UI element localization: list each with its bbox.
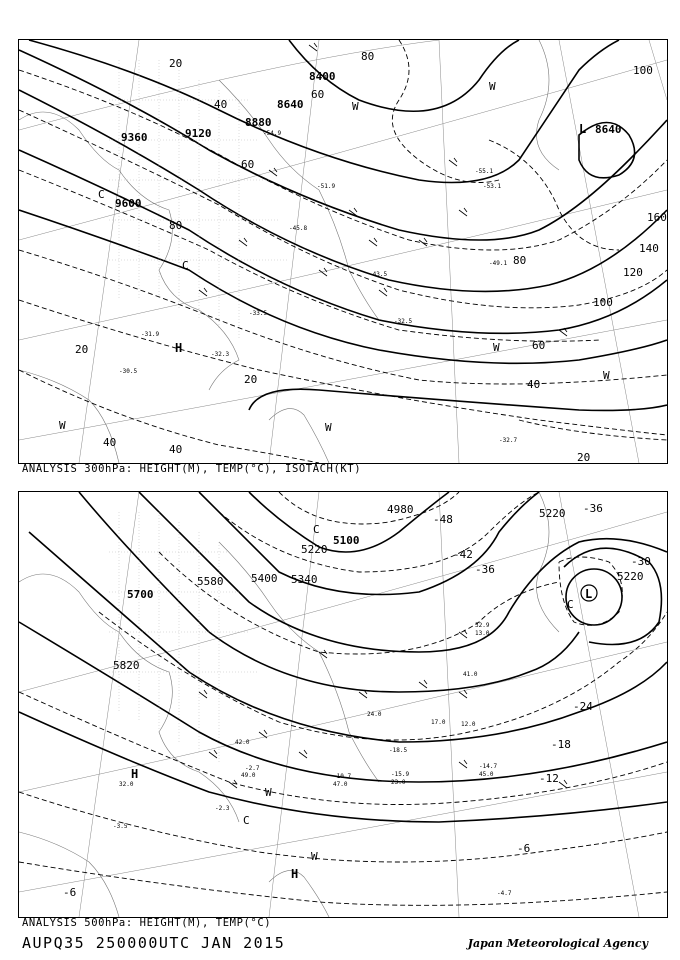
- hatch: [109, 512, 259, 762]
- station-value: 12.0: [461, 721, 476, 728]
- isotach-label: 80: [513, 254, 527, 267]
- station-value: -49.1: [489, 260, 508, 267]
- cold-center: C: [98, 188, 105, 201]
- isotach-label: 80: [361, 50, 375, 63]
- isotach-label: 100: [633, 64, 653, 77]
- station-value: -30.5: [119, 368, 138, 375]
- cold-center: C: [182, 259, 189, 272]
- temperature-lines: [19, 492, 667, 905]
- height-label: 5220: [617, 570, 644, 583]
- station-value: 24.0: [367, 711, 382, 718]
- map-300hpa-caption: ANALYSIS 300hPa: HEIGHT(M), TEMP(°C), ISOTACH(KT): [22, 463, 362, 475]
- temp-label: -12: [539, 772, 559, 785]
- station-value: -14.7: [479, 763, 498, 770]
- warm-center: W: [59, 419, 66, 432]
- height-label: 5220: [539, 507, 566, 520]
- height-label: 4980: [387, 503, 414, 516]
- station-value: 23.0: [391, 779, 406, 786]
- height-label: 8400: [309, 70, 336, 83]
- isotach-label: 140: [639, 242, 659, 255]
- map-500hpa-caption: ANALYSIS 500hPa: HEIGHT(M), TEMP(°C): [22, 917, 272, 929]
- height-label: 5700: [127, 588, 154, 601]
- warm-center: W: [325, 421, 332, 434]
- height-contours: [19, 40, 667, 410]
- isotach-label: 40: [169, 443, 183, 456]
- cold-center: C: [243, 814, 250, 827]
- wind-barbs: [199, 43, 567, 336]
- map-500hpa-panel: [18, 491, 668, 918]
- height-label: 5820: [113, 659, 140, 672]
- low-center: L: [579, 122, 587, 136]
- station-value: -33.5: [249, 310, 268, 317]
- height-label: 8640: [595, 123, 622, 136]
- isotach-label: 40: [214, 98, 228, 111]
- isotach-label: 20: [577, 451, 591, 463]
- station-value: -4.7: [497, 890, 512, 897]
- station-value: -15.9: [391, 771, 410, 778]
- station-value: 45.0: [479, 771, 494, 778]
- station-value: -55.1: [475, 168, 494, 175]
- isotach-lines: [19, 40, 667, 463]
- temp-label: -42: [453, 548, 473, 561]
- station-value: 17.0: [431, 719, 446, 726]
- chart-code: AUPQ35 250000UTC JAN 2015: [22, 934, 286, 952]
- height-label: 8640: [277, 98, 304, 111]
- high-center: H: [291, 867, 299, 881]
- warm-center: W: [603, 369, 610, 382]
- station-value: 49.0: [241, 772, 256, 779]
- height-label: 5220: [301, 543, 328, 556]
- isotach-label: 20: [244, 373, 258, 386]
- map-300hpa: [19, 40, 667, 463]
- cold-center: C: [313, 523, 320, 536]
- low-center: L: [585, 587, 593, 601]
- isotach-labels: [75, 50, 667, 463]
- temp-label: -36: [475, 563, 495, 576]
- height-label: 9360: [121, 131, 148, 144]
- warm-center: W: [493, 341, 500, 354]
- station-value: 41.0: [463, 671, 478, 678]
- station-value: -3.5: [113, 823, 128, 830]
- station-value: -54.9: [263, 130, 282, 137]
- high-center: H: [175, 341, 183, 355]
- height-label: 9600: [115, 197, 142, 210]
- isotach-label: 80: [169, 219, 183, 232]
- warm-center: W: [265, 786, 272, 799]
- high-center: H: [131, 767, 139, 781]
- isotach-label: 160: [647, 211, 667, 224]
- temp-label: -30: [631, 555, 651, 568]
- isotach-label: 120: [623, 266, 643, 279]
- isotach-label: 40: [527, 378, 541, 391]
- map-500hpa: [19, 492, 667, 917]
- station-value: 32.0: [119, 781, 134, 788]
- map-300hpa-panel: [18, 39, 668, 464]
- height-label: 9120: [185, 127, 212, 140]
- station-value: 13.0: [475, 630, 490, 637]
- warm-center: W: [489, 80, 496, 93]
- station-value: -51.9: [317, 183, 336, 190]
- station-value: -43.5: [369, 271, 388, 278]
- temp-label: -6: [517, 842, 531, 855]
- height-label: 5100: [333, 534, 360, 547]
- coastline: [19, 492, 559, 917]
- height-label: 5580: [197, 575, 224, 588]
- isotach-label: 60: [532, 339, 546, 352]
- temp-label: -36: [583, 502, 603, 515]
- station-value: -45.8: [289, 225, 308, 232]
- height-label: 8880: [245, 116, 272, 129]
- station-value: -31.9: [141, 331, 160, 338]
- isotach-label: 40: [103, 436, 117, 449]
- station-value: -53.1: [483, 183, 502, 190]
- height-labels: [113, 503, 644, 672]
- station-value: 47.0: [333, 781, 348, 788]
- station-value: 32.9: [475, 622, 490, 629]
- station-value: -2.7: [245, 765, 260, 772]
- agency-name: Japan Meteorological Agency: [467, 937, 648, 950]
- warm-center: W: [311, 850, 318, 863]
- temp-label: -48: [433, 513, 453, 526]
- isotach-label: 60: [311, 88, 325, 101]
- isotach-label: 20: [169, 57, 183, 70]
- height-label: 5400: [251, 572, 278, 585]
- temp-label: -18: [551, 738, 571, 751]
- graticule: [19, 492, 667, 917]
- temp-label: -6: [63, 886, 77, 899]
- station-value: 42.0: [235, 739, 250, 746]
- station-value: -32.5: [394, 318, 413, 325]
- station-value: -2.3: [215, 805, 230, 812]
- warm-center: W: [352, 100, 359, 113]
- station-value: -32.3: [211, 351, 230, 358]
- temperature-labels: [63, 502, 651, 899]
- station-value: -32.7: [499, 437, 518, 444]
- isotach-label: 20: [75, 343, 89, 356]
- temp-label: -24: [573, 700, 593, 713]
- station-value: -10.7: [333, 773, 352, 780]
- isotach-label: 60: [241, 158, 255, 171]
- height-label: 5340: [291, 573, 318, 586]
- cold-center: C: [567, 598, 574, 611]
- isotach-label: 100: [593, 296, 613, 309]
- station-value: -18.5: [389, 747, 408, 754]
- graticule: [19, 40, 667, 463]
